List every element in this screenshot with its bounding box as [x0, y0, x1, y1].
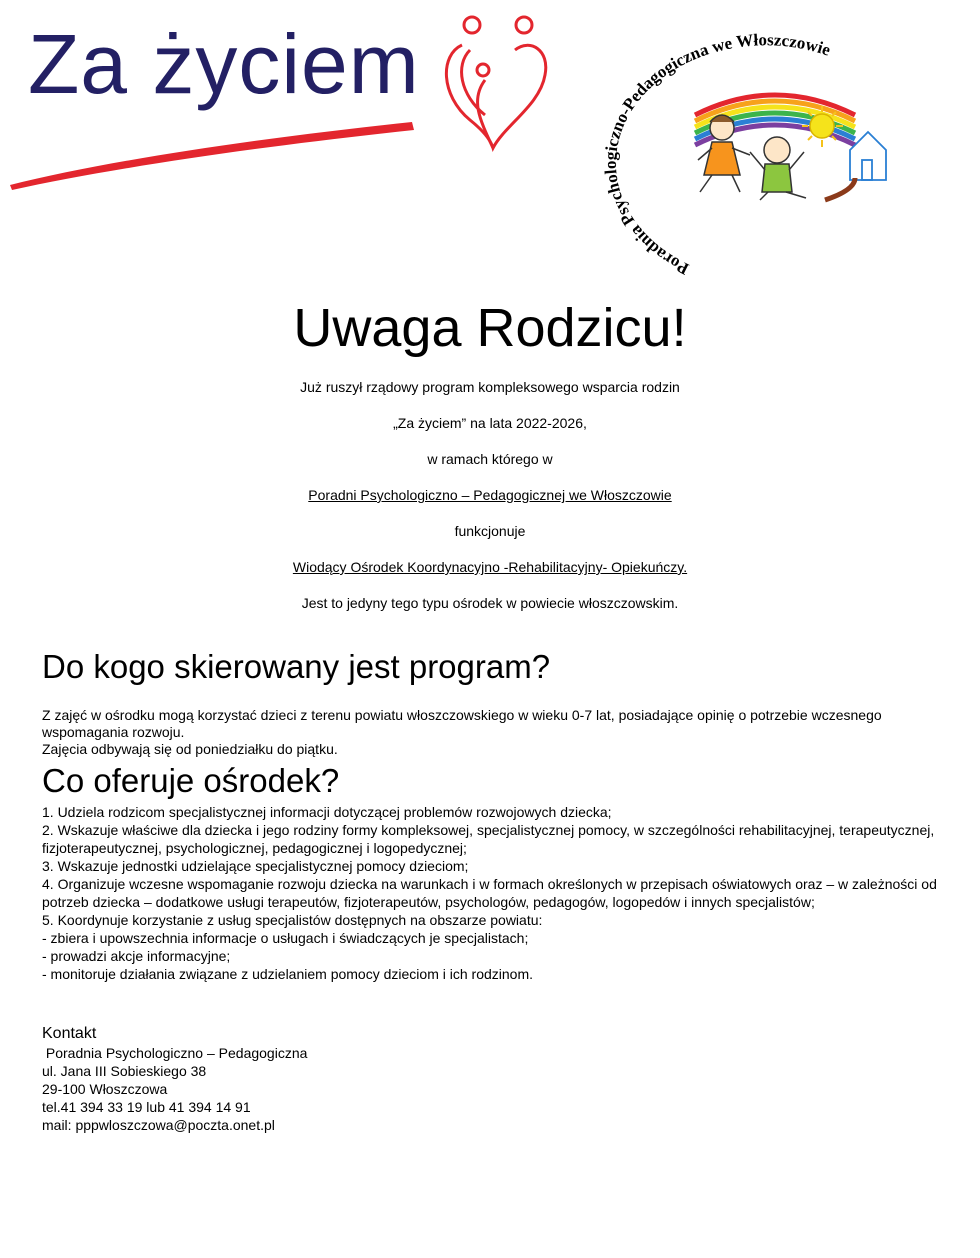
offer-item: - zbiera i upowszechnia informacje o usługach i świadczących je specjalistach; — [42, 930, 529, 946]
poradnia-logo-graphic — [600, 20, 940, 280]
intro-line-7: Jest to jedyny tego typu ośrodek w powiecie włoszczowskim. — [301, 595, 679, 611]
contact-line: 29-100 Włoszczowa — [42, 1081, 168, 1097]
offer-heading: Co oferuje ośrodek? — [42, 762, 340, 799]
who-heading: Do kogo skierowany jest program? — [42, 648, 551, 685]
contact-line: ul. Jana III Sobieskiego 38 — [42, 1063, 207, 1079]
who-paragraph-2: Zajęcia odbywają się od poniedziałku do piątku. — [42, 741, 338, 757]
offer-item: 4. Organizuje wczesne wspomaganie rozwoju dziecka na warunkach i w formach określonych w przepisach oświatowych oraz – w zależności od potrzeb dziecka – dodatkowe usługi terapeutów, fizjoterapeutów, psychologów, pedagogów, logopedów i innych specjalistów; — [42, 876, 937, 910]
za-zyciem-logo-graphic — [0, 0, 560, 200]
contact-email: mail: pppwloszczowa@poczta.onet.pl — [42, 1117, 275, 1133]
za-zyciem-logo — [0, 0, 560, 200]
contact-section — [42, 1024, 307, 1134]
contact-line: tel.41 394 33 19 lub 41 394 14 91 — [42, 1099, 251, 1115]
who-section — [42, 707, 942, 758]
offer-item: 2. Wskazuje właściwe dla dziecka i jego rodziny formy kompleksowej, specjalistycznej pomocy, w szczególności rehabilitacyjnej, terapeutycznej, fizjoterapeutycznej, psychologicznej, pedagogicznej i logopedycznej; — [42, 822, 935, 856]
intro-line-1: Już ruszył rządowy program kompleksowego wsparcia rodzin — [300, 379, 680, 395]
offer-item: - monitoruje działania związane z udzielaniem pomocy dzieciom i ich rodzinom. — [42, 966, 533, 982]
who-paragraph-1: Z zajęć w ośrodku mogą korzystać dzieci z terenu powiatu włoszczowskiego w wieku 0-7 lat, posiadające opinię o potrzebie wczesnego wspomagania rozwoju. — [42, 707, 882, 740]
poradnia-ring-text: Poradnia Psychologiczno-Pedagogiczna we Włoszczowie — [600, 30, 833, 279]
offer-list — [42, 803, 942, 983]
intro-line-3: w ramach którego w — [427, 451, 553, 467]
offer-item: 1. Udziela rodzicom specjalistycznej informacji dotyczącej problemów rozwojowych dziecka; — [42, 804, 612, 820]
contact-heading: Kontakt — [42, 1025, 97, 1042]
intro-line-4: Poradni Psychologiczno – Pedagogicznej we Włoszczowie — [308, 487, 672, 503]
boy-figure-icon — [750, 137, 806, 200]
house-icon — [850, 132, 886, 180]
contact-line: Poradnia Psychologiczno – Pedagogiczna — [42, 1045, 308, 1061]
poradnia-logo — [600, 20, 940, 280]
offer-item: 3. Wskazuje jednostki udzielające specjalistycznej pomocy dzieciom; — [42, 858, 469, 874]
red-swoosh — [10, 122, 414, 190]
heart-family-icon — [446, 17, 545, 148]
intro-line-6: Wiodący Ośrodek Koordynacyjno -Rehabilitacyjny- Opiekuńczy. — [292, 559, 688, 575]
path-icon — [825, 178, 855, 200]
offer-item: - prowadzi akcje informacyjne; — [42, 948, 231, 964]
intro-line-6-wrap — [0, 558, 980, 576]
za-zyciem-logo-text: Za życiem — [28, 17, 420, 111]
intro-line-5: funkcjonuje — [454, 523, 526, 539]
intro-line-4-wrap — [0, 486, 980, 504]
intro-line-2: „Za życiem” na lata 2022-2026, — [393, 415, 587, 431]
offer-item: 5. Koordynuje korzystanie z usług specjalistów dostępnych na obszarze powiatu: — [42, 912, 543, 928]
page-title: Uwaga Rodzicu! — [293, 298, 687, 358]
